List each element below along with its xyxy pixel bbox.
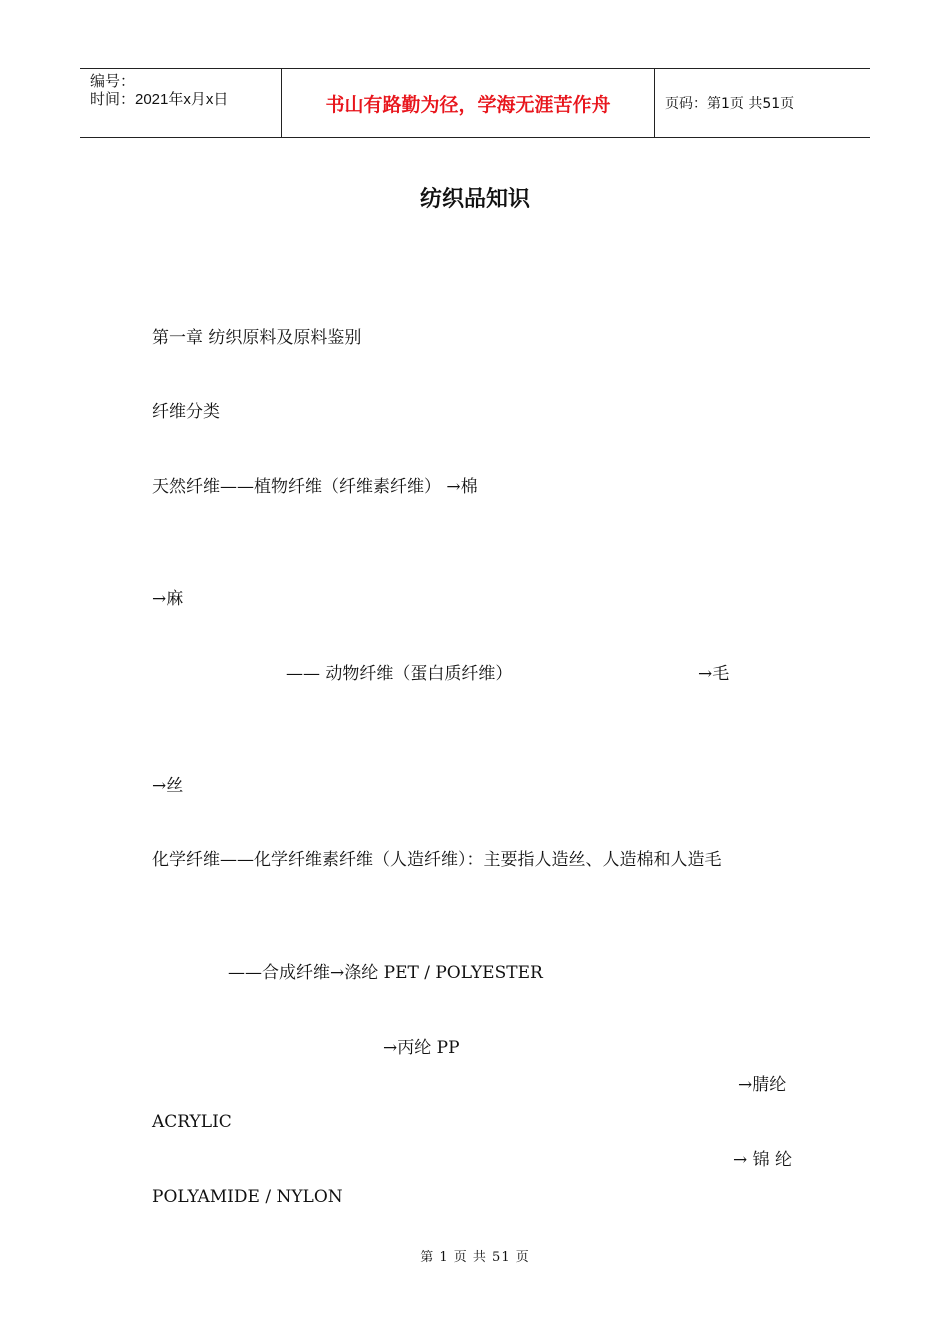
text-line: POLYAMIDE / NYLON [152, 1187, 343, 1207]
serial-label: 编号： [90, 73, 136, 90]
page-header [80, 68, 870, 138]
text-line: →腈纶 [738, 1075, 787, 1095]
text-line: 天然纤维——植物纤维（纤维素纤维） →棉 [152, 477, 478, 497]
text-line: → 锦 纶 [733, 1150, 793, 1170]
section-heading: 纤维分类 [152, 402, 220, 422]
time-text: 时间：2021年x月x日 [90, 91, 229, 108]
text-line: →丝 [152, 776, 184, 796]
text-line: —— 动物纤维（蛋白质纤维） [286, 664, 513, 684]
document-title: 纺织品知识 [419, 187, 530, 212]
header-motto: 书山有路勤为径，学海无涯苦作舟 [281, 69, 655, 137]
text-line: →麻 [152, 589, 184, 609]
chapter-heading: 第一章 纺织原料及原料鉴别 [152, 328, 362, 348]
header-meta [80, 69, 281, 137]
page-footer: 第 1 页 共 51 页 [420, 1250, 530, 1265]
header-page-info: 页码：第1页 共51页 [665, 96, 795, 112]
text-line: ACRYLIC [152, 1112, 232, 1132]
text-line: ——合成纤维→涤纶 PET / POLYESTER [228, 963, 543, 983]
text-line: →丙纶 PP [383, 1038, 460, 1058]
text-line: →毛 [698, 664, 730, 684]
text-paragraph: 化学纤维——化学纤维素纤维（人造纤维）：主要指人造丝、人造棉和人造毛 [152, 850, 722, 870]
